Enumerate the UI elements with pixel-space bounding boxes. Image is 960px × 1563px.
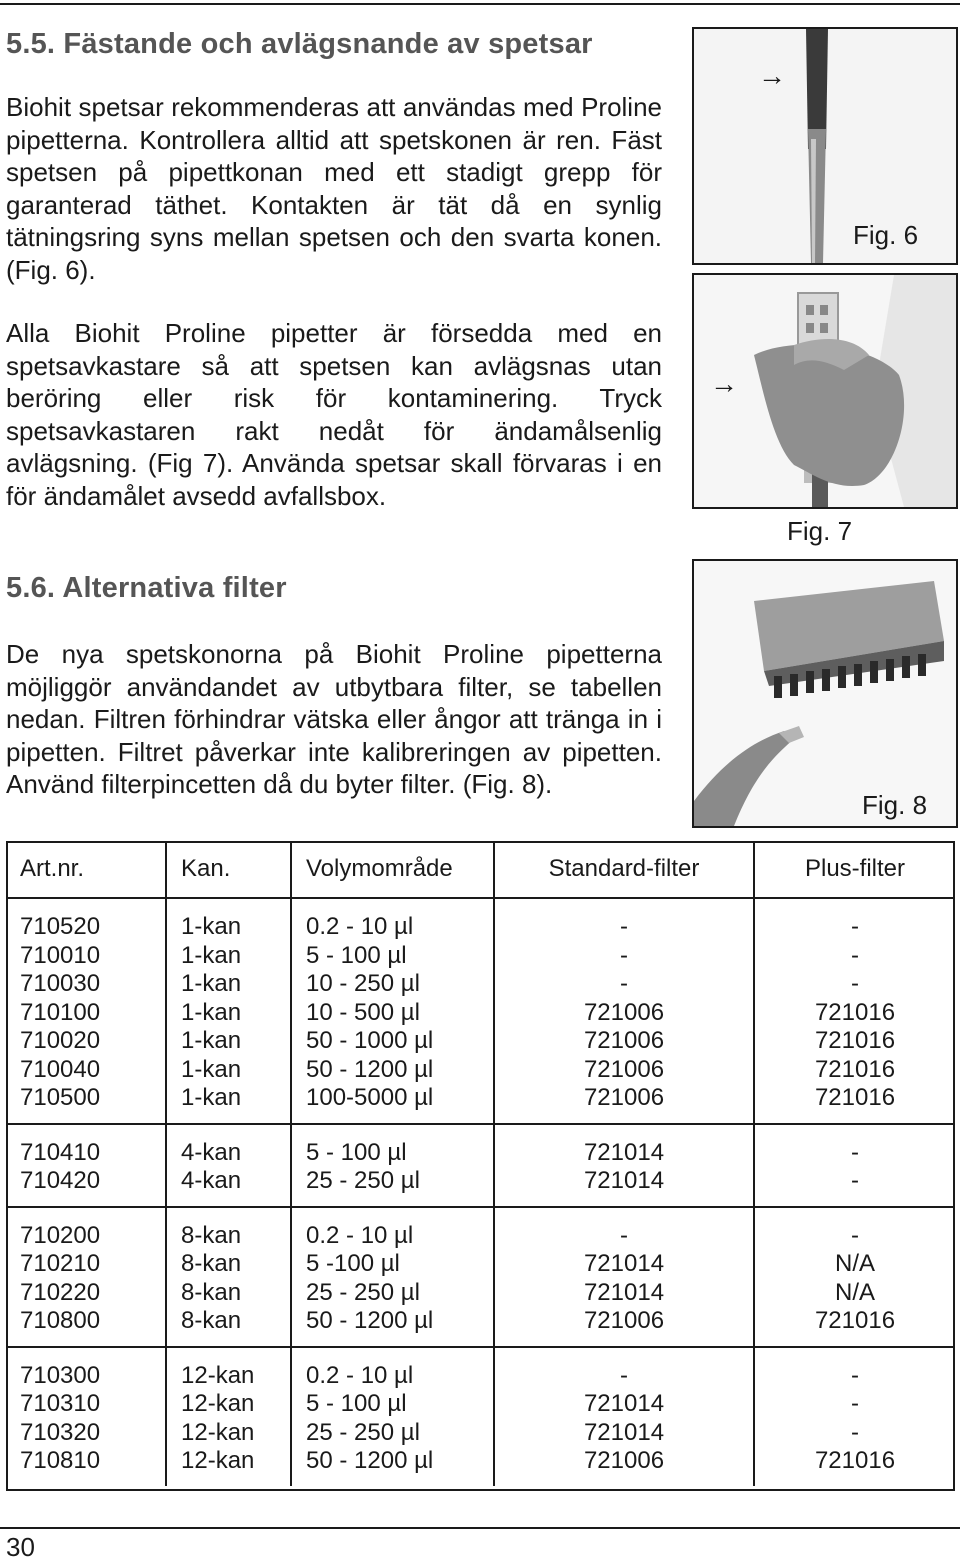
cell-art-nr: 710520 710010 710030 710100 710020 710040 710500 [20, 913, 101, 1111]
cell-volym: 0.2 - 10 µl 5 -100 µl 25 - 250 µl 50 - 1200 µl [291, 1207, 494, 1347]
top-rule [0, 3, 960, 5]
filter-table [6, 841, 955, 1486]
header-kan: Kan. [166, 841, 291, 898]
cell-plus-filter: - N/A N/A 721016 [754, 1207, 955, 1347]
fig-8-label: Fig. 8 [862, 790, 928, 820]
cell-art-nr: 710200 710210 710220 710800 [6, 1207, 166, 1347]
cell-kan: 4-kan 4-kan [166, 1124, 291, 1207]
fig-7-label: Fig. 7 [787, 516, 853, 546]
cell-kan: 1-kan 1-kan 1-kan 1-kan 1-kan 1-kan 1-kan [166, 898, 291, 1124]
cell-volym: 0.2 - 10 µl 5 - 100 µl 25 - 250 µl 50 - 1200 µl [291, 1347, 494, 1486]
header-plus-filter: Plus-filter [754, 841, 955, 898]
cell-standard-filter: - 721014 721014 721006 [494, 1207, 754, 1347]
section-5-6-paragraph: De nya spetskonorna på Biohit Proline pipetterna möjliggör användandet av utbytbara filter, se tabellen nedan. Filtren förhindrar vätska eller ångor att tränga in i pipetten. Filtret påverkar inte kalibreringen av pipetten. Använd filterpincetten då du byter filter. (Fig. 8). [6, 639, 662, 800]
section-5-5-paragraph-1: Biohit spetsar rekommenderas att användas med Proline pipetterna. Kontrollera alltid att spetskonen är ren. Fäst spetsen på pipettkonan med ett stadigt grepp för garanterad täthet. Kontakten är tät då en synlig tätningsring syns mellan spetsen och den svarta konen. (Fig. 6). [6, 92, 662, 285]
cell-art-nr: 710410 710420 [6, 1124, 166, 1207]
arrow-fig7: → [710, 368, 738, 399]
section-heading-5-6: 5.6. Alternativa filter [6, 572, 287, 604]
header-volymomrade: Volymområde [291, 841, 494, 898]
table-group-8-kan [6, 1207, 955, 1347]
figure-8-filter-change [692, 559, 958, 828]
table-header-row [6, 841, 955, 898]
cell-volym: 5 - 100 µl 25 - 250 µl [291, 1124, 494, 1207]
table-group-1-kan [6, 898, 955, 1124]
section-5-5-paragraph-2: Alla Biohit Proline pipetter är försedda med en spetsavkastare så att spetsen kan avlägsnas utan beröring eller risk för kontaminering. Tryck spetsavkastaren rakt nedåt för ändamålsenlig avlägsning. (Fig 7). Använda spetsar skall förvaras i en för ändamålet avsedd avfallsbox. [6, 318, 662, 511]
figure-6-pipette-tip [692, 27, 958, 265]
header-standard-filter: Standard-filter [494, 841, 754, 898]
fig-6-label: Fig. 6 [853, 220, 919, 250]
page-number: 30 [6, 1532, 35, 1562]
table-group-12-kan [6, 1347, 955, 1486]
cell-plus-filter: - - - 721016 [754, 1347, 955, 1486]
section-heading-5-5: 5.5. Fästande och avlägsnande av spetsar [6, 28, 593, 60]
table-group-4-kan [6, 1124, 955, 1207]
header-art-nr: Art.nr. [6, 841, 166, 898]
cell-plus-filter: - - [754, 1124, 955, 1207]
cell-kan: 12-kan 12-kan 12-kan 12-kan [166, 1347, 291, 1486]
cell-kan: 8-kan 8-kan 8-kan 8-kan [166, 1207, 291, 1347]
cell-art-nr: 710300 710310 710320 710810 [6, 1347, 166, 1486]
bottom-rule [0, 1527, 960, 1529]
cell-volym: 0.2 - 10 µl 5 - 100 µl 10 - 250 µl 10 - 500 µl 50 - 1000 µl 50 - 1200 µl 100-5000 µl [291, 898, 494, 1124]
multichannel-filter-illustration [694, 561, 956, 826]
arrow-fig6: → [758, 60, 786, 91]
cell-plus-filter: - - - 721016 721016 721016 721016 [754, 898, 955, 1124]
cell-standard-filter: - 721014 721014 721006 [494, 1347, 754, 1486]
cell-standard-filter: - - - 721006 721006 721006 721006 [494, 898, 754, 1124]
cell-standard-filter: 721014 721014 [494, 1124, 754, 1207]
